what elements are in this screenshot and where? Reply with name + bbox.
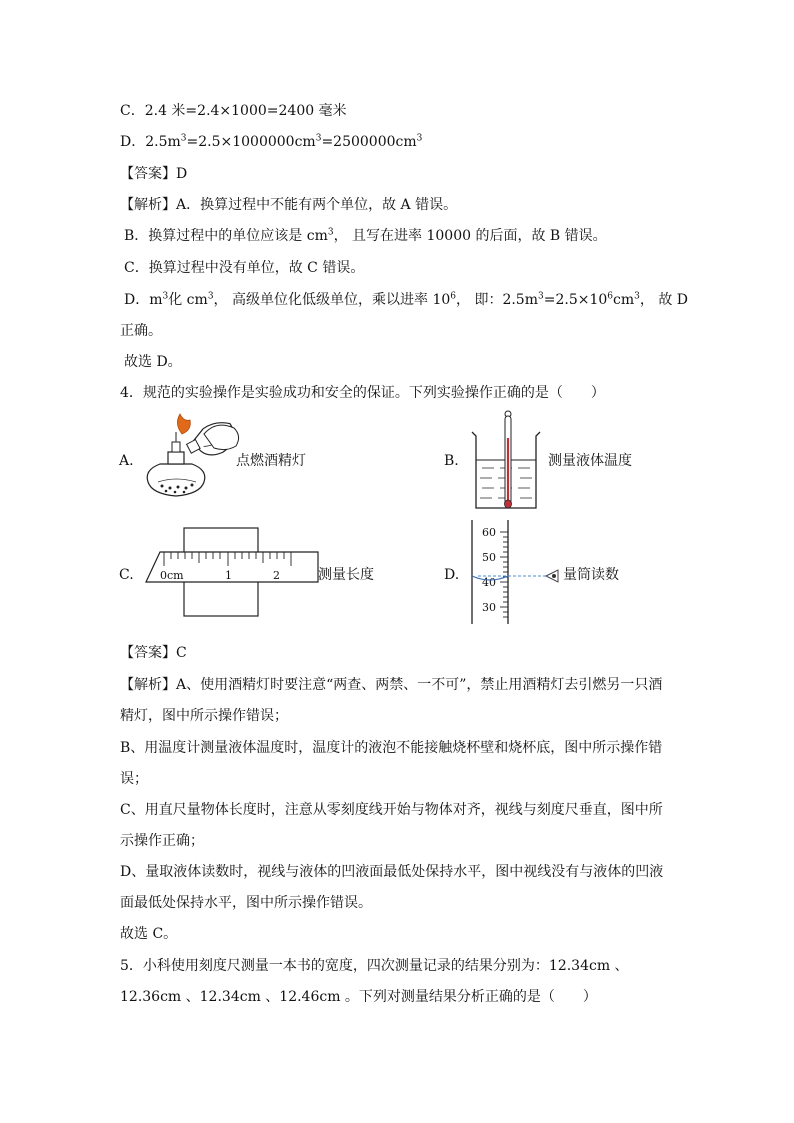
option-d-letter: D.: [444, 567, 460, 583]
analysis-4-2: 精灯，图中所示操作错误；: [120, 708, 288, 724]
option-d-caption: 量筒读数: [563, 567, 619, 583]
option-c-letter: C.: [119, 567, 134, 583]
question-4: 4．规范的实验操作是实验成功和安全的保证。下列实验操作正确的是（ ）: [120, 385, 605, 401]
answer-3: 【答案】D: [120, 166, 188, 182]
analysis-3-c: C．换算过程中没有单位，故 C 错误。: [124, 260, 365, 276]
option-a-caption: 点燃酒精灯: [236, 453, 306, 469]
analysis-4-8: 面最低处保持水平，图中所示操作错误。: [120, 895, 372, 911]
analysis-4-6: 示操作正确；: [120, 833, 204, 849]
analysis-3-b: B．换算过程中的单位应该是 $cm^3$， 且写在进率 10000 的后面，故 B 错误。: [124, 227, 607, 244]
analysis-4-7: D、量取液体读数时，视线与液体的凹液面最低处保持水平，图中视线没有与液体的凹液: [120, 864, 664, 880]
analysis-3-d-cont: 正确。: [120, 323, 162, 339]
analysis-4-3: B、用温度计测量液体温度时，温度计的液泡不能接触烧杯壁和烧杯底，图中所示操作错: [120, 740, 663, 756]
analysis-4-4: 误；: [120, 771, 148, 787]
cylinder-mark-50: 50: [482, 551, 496, 564]
cylinder-mark-30: 30: [482, 601, 496, 614]
alcohol-lamp-figure: [140, 412, 240, 504]
cylinder-mark-60: 60: [482, 526, 496, 539]
ruler-figure: [146, 526, 320, 620]
choose-d: 故选 D。: [124, 354, 182, 370]
analysis-3-d: D．$m^3$化 $cm^3$， 高级单位化低级单位，乘以进率 $10^6$， 即：$2.5m^3=2.5\times 10^6cm^3$， 故 D: [124, 291, 688, 308]
option-b-letter: B.: [444, 453, 459, 469]
ruler-tick-0: 0cm: [160, 569, 184, 582]
option-a-letter: A.: [119, 453, 134, 469]
cylinder-figure: [466, 518, 570, 626]
question-5-line-1: 5．小科使用刻度尺测量一本书的宽度，四次测量记录的结果分别为：12.34cm 、: [120, 958, 629, 974]
beaker-thermometer-figure: [468, 408, 544, 512]
option-c-text: C．2.4 米=2.4×1000=2400 毫米: [120, 103, 347, 119]
option-d-text: D．$2.5m^3=2.5\times 1000000cm^3=2500000cm^3$: [120, 133, 423, 150]
question-5-line-2: 12.36cm 、12.34cm 、12.46cm 。下列对测量结果分析正确的是（ ）: [120, 989, 597, 1005]
choose-c: 故选 C。: [120, 926, 178, 942]
analysis-4-5: C、用直尺量物体长度时，注意从零刻度线开始与物体对齐，视线与刻度尺垂直，图中所: [120, 802, 663, 818]
option-b-caption: 测量液体温度: [548, 453, 632, 469]
analysis-3-a: 【解析】A．换算过程中不能有两个单位，故 A 错误。: [120, 197, 458, 213]
ruler-tick-1: 1: [225, 569, 232, 582]
cylinder-mark-40: 40: [482, 576, 496, 589]
answer-4: 【答案】C: [120, 645, 187, 661]
ruler-tick-2: 2: [273, 569, 280, 582]
option-c-caption: 测量长度: [318, 567, 374, 583]
analysis-4-1: 【解析】A、使用酒精灯时要注意“两查、两禁、一不可”，禁止用酒精灯去引燃另一只酒: [120, 677, 663, 693]
